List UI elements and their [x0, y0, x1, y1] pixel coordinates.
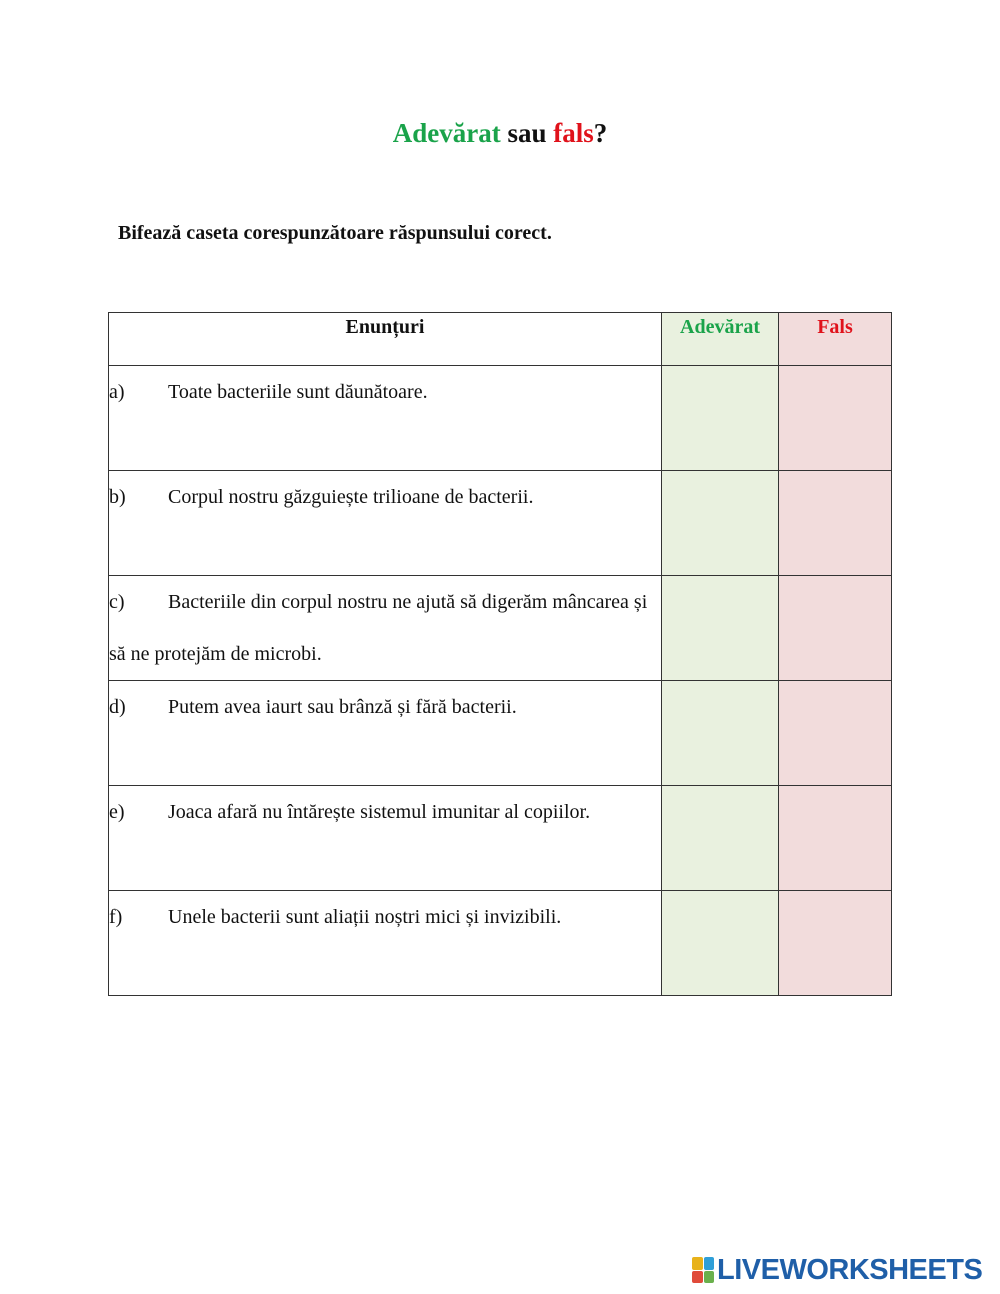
table-row — [109, 366, 892, 471]
statement-text: Corpul nostru găzguiește trilioane de bacterii. — [168, 486, 534, 508]
statement-cell-c — [109, 576, 662, 681]
true-false-table — [108, 312, 892, 996]
statement-letter: d) — [109, 696, 126, 718]
statement-letter: c) — [109, 591, 125, 613]
statement-text: Toate bacteriile sunt dăunătoare. — [168, 381, 428, 403]
false-checkbox-f[interactable] — [779, 891, 892, 996]
statement-letter: b) — [109, 486, 126, 508]
page-title — [0, 118, 1000, 149]
statement-text: Putem avea iaurt sau brânză și fără bacterii. — [168, 696, 517, 718]
true-checkbox-f[interactable] — [662, 891, 779, 996]
statement-cell-a — [109, 366, 662, 471]
table-header-row — [109, 313, 892, 366]
table-row — [109, 576, 892, 681]
false-checkbox-d[interactable] — [779, 681, 892, 786]
statement-letter: a) — [109, 381, 125, 403]
header-statements: Enunțuri — [109, 313, 662, 366]
false-checkbox-a[interactable] — [779, 366, 892, 471]
statement-text: Unele bacterii sunt aliații noștri mici și invizibili. — [168, 906, 562, 928]
statement-cell-f — [109, 891, 662, 996]
statement-text: Joaca afară nu întărește sistemul imunitar al copiilor. — [168, 801, 591, 823]
false-checkbox-c[interactable] — [779, 576, 892, 681]
table-row — [109, 471, 892, 576]
header-false: Fals — [779, 313, 892, 366]
true-checkbox-c[interactable] — [662, 576, 779, 681]
header-true: Adevărat — [662, 313, 779, 366]
table-row — [109, 891, 892, 996]
table-row — [109, 681, 892, 786]
title-connector: sau — [500, 118, 554, 148]
true-checkbox-a[interactable] — [662, 366, 779, 471]
statement-letter: f) — [109, 906, 123, 928]
liveworksheets-logo — [692, 1253, 982, 1287]
true-checkbox-b[interactable] — [662, 471, 779, 576]
statement-cell-e — [109, 786, 662, 891]
instruction-text: Bifează caseta corespunzătoare răspunsului corect. — [118, 222, 552, 244]
false-checkbox-b[interactable] — [779, 471, 892, 576]
statement-cell-b — [109, 471, 662, 576]
table-row — [109, 786, 892, 891]
statement-text: Bacteriile din corpul nostru ne ajută să digerăm mâncarea și să ne protejăm de microbi. — [109, 591, 648, 665]
true-checkbox-d[interactable] — [662, 681, 779, 786]
statement-letter: e) — [109, 801, 125, 823]
title-false-word: fals — [553, 118, 594, 148]
liveworksheets-logo-icon — [692, 1257, 714, 1283]
logo-text: LIVEWORKSHEETS — [717, 1253, 983, 1286]
statement-cell-d — [109, 681, 662, 786]
title-true-word: Adevărat — [392, 118, 501, 148]
title-question-mark: ? — [593, 118, 608, 148]
false-checkbox-e[interactable] — [779, 786, 892, 891]
true-checkbox-e[interactable] — [662, 786, 779, 891]
